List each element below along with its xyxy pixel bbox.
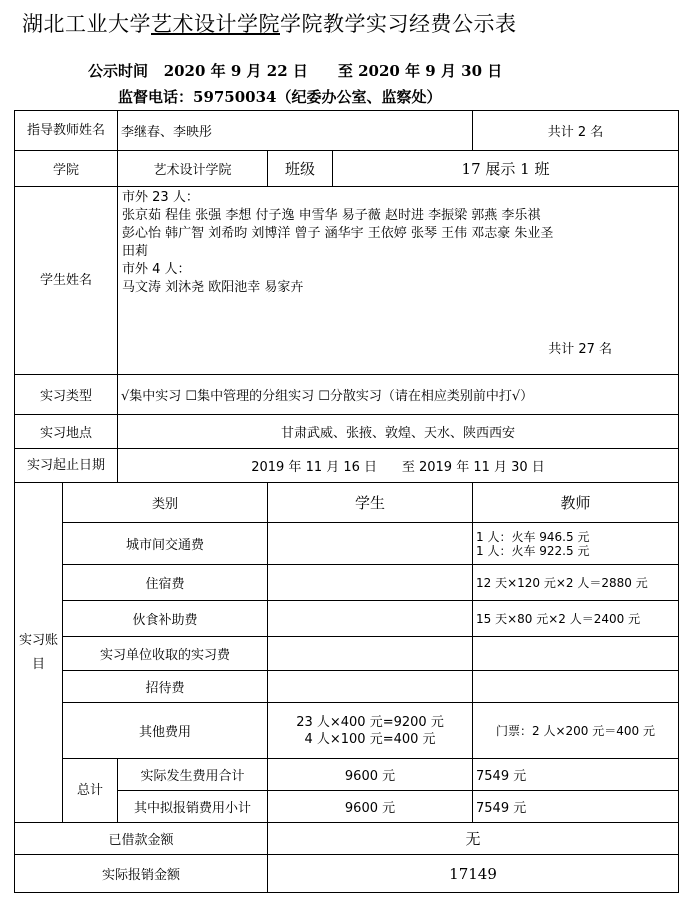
expense-name: 其他费用 — [63, 703, 268, 759]
student-line: 4 人×100 元=400 元 — [304, 731, 436, 747]
student-line: 市外 4 人： — [122, 262, 191, 277]
borrowed-row — [15, 823, 679, 855]
teacher-row — [15, 111, 679, 151]
expense-row — [15, 637, 679, 671]
supervision-phone: 监督电话：59750034（纪委办公室、监察处） — [118, 88, 442, 106]
total-name: 其中拟报销费用小计 — [118, 791, 268, 823]
total-teacher: 7549 元 — [473, 791, 679, 823]
expense-name: 伙食补助费 — [63, 601, 268, 637]
publish-from: 2020 年 9 月 22 日 — [163, 62, 308, 80]
dates-label: 实习起止日期 — [15, 449, 118, 483]
expense-teacher: 15 天×80 元×2 人＝2400 元 — [473, 601, 679, 637]
teacher-line: 1 人：火车 946.5 元 — [476, 529, 590, 544]
class-label: 班级 — [268, 151, 333, 187]
expense-name: 城市间交通费 — [63, 523, 268, 565]
teacher-count: 共计 2 名 — [473, 111, 679, 151]
reimbursed-value: 17149 — [268, 855, 679, 893]
student-line: 市外 23 人： — [122, 190, 199, 205]
expense-student — [268, 523, 473, 565]
borrowed-label: 已借款金额 — [15, 823, 268, 855]
reimbursed-label: 实际报销金额 — [15, 855, 268, 893]
expense-student — [268, 703, 473, 759]
accounts-header-row — [15, 483, 679, 523]
teacher-label: 指导教师姓名 — [15, 111, 118, 151]
expense-student — [268, 637, 473, 671]
expense-teacher: 门票：2 人×200 元＝400 元 — [473, 703, 679, 759]
total-student: 9600 元 — [268, 759, 473, 791]
borrowed-value: 无 — [268, 823, 679, 855]
publish-to: 2020 年 9 月 30 日 — [358, 62, 503, 80]
expense-teacher — [473, 637, 679, 671]
expense-row — [15, 703, 679, 759]
title-underlined-part: 艺术设计学院 — [151, 12, 280, 36]
expense-name: 招待费 — [63, 671, 268, 703]
teacher-header: 教师 — [473, 483, 679, 523]
expense-student — [268, 565, 473, 601]
location-row — [15, 415, 679, 449]
reimbursed-row — [15, 855, 679, 893]
college-label: 学院 — [15, 151, 118, 187]
expense-teacher — [473, 671, 679, 703]
expense-row — [15, 671, 679, 703]
class-value: 17 展示 1 班 — [333, 151, 679, 187]
document-title — [22, 8, 517, 38]
expense-student — [268, 601, 473, 637]
publish-label: 公示时间 — [88, 62, 149, 80]
expense-name: 住宿费 — [63, 565, 268, 601]
students-row — [15, 187, 679, 375]
teacher-names: 李继春、李映彤 — [118, 111, 473, 151]
expense-row — [15, 601, 679, 637]
expense-teacher: 12 天×120 元×2 人＝2880 元 — [473, 565, 679, 601]
total-student: 9600 元 — [268, 791, 473, 823]
dates-value: 2019 年 11 月 16 日 至 2019 年 11 月 30 日 — [118, 449, 679, 483]
type-row — [15, 375, 679, 415]
type-value: √集中实习 ☐集中管理的分组实习 ☐分散实习（请在相应类别前中打√） — [118, 375, 679, 415]
college-value: 艺术设计学院 — [118, 151, 268, 187]
students-label: 学生姓名 — [15, 187, 118, 375]
publish-to-prefix: 至 — [337, 62, 353, 80]
total-teacher: 7549 元 — [473, 759, 679, 791]
type-label: 实习类型 — [15, 375, 118, 415]
student-line: 彭心怡 韩广智 刘希昀 刘博洋 曾子 涵华宇 王依婷 张琴 王伟 邓志豪 朱业圣 — [122, 226, 554, 241]
teacher-line: 1 人：火车 922.5 元 — [476, 543, 590, 558]
student-header: 学生 — [268, 483, 473, 523]
publish-period — [88, 60, 502, 81]
category-header: 类别 — [63, 483, 268, 523]
total-name: 实际发生费用合计 — [118, 759, 268, 791]
expense-table — [14, 110, 679, 893]
dates-row — [15, 449, 679, 483]
student-names — [118, 187, 679, 375]
expense-name: 实习单位收取的实习费 — [63, 637, 268, 671]
expense-row — [15, 523, 679, 565]
accounts-label: 实习账目 — [15, 483, 63, 823]
student-line: 马文涛 刘沐尧 欧阳池幸 易家卉 — [122, 280, 304, 295]
location-value: 甘肃武威、张掖、敦煌、天水、陕西西安 — [118, 415, 679, 449]
student-line: 田莉 — [122, 244, 149, 259]
expense-teacher — [473, 523, 679, 565]
total-row — [15, 759, 679, 791]
college-row — [15, 151, 679, 187]
expense-row — [15, 565, 679, 601]
student-line: 23 人×400 元=9200 元 — [296, 714, 444, 730]
location-label: 实习地点 — [15, 415, 118, 449]
title-part: 湖北工业大学 — [22, 12, 151, 36]
expense-student — [268, 671, 473, 703]
title-part: 学院教学实习经费公示表 — [280, 12, 517, 36]
student-line: 张京茹 程佳 张强 李想 付子逸 申雪华 易子薇 赵时进 李振梁 郭燕 李乐祺 — [122, 208, 541, 223]
student-total: 共计 27 名 — [548, 342, 613, 357]
total-label: 总计 — [63, 759, 118, 823]
